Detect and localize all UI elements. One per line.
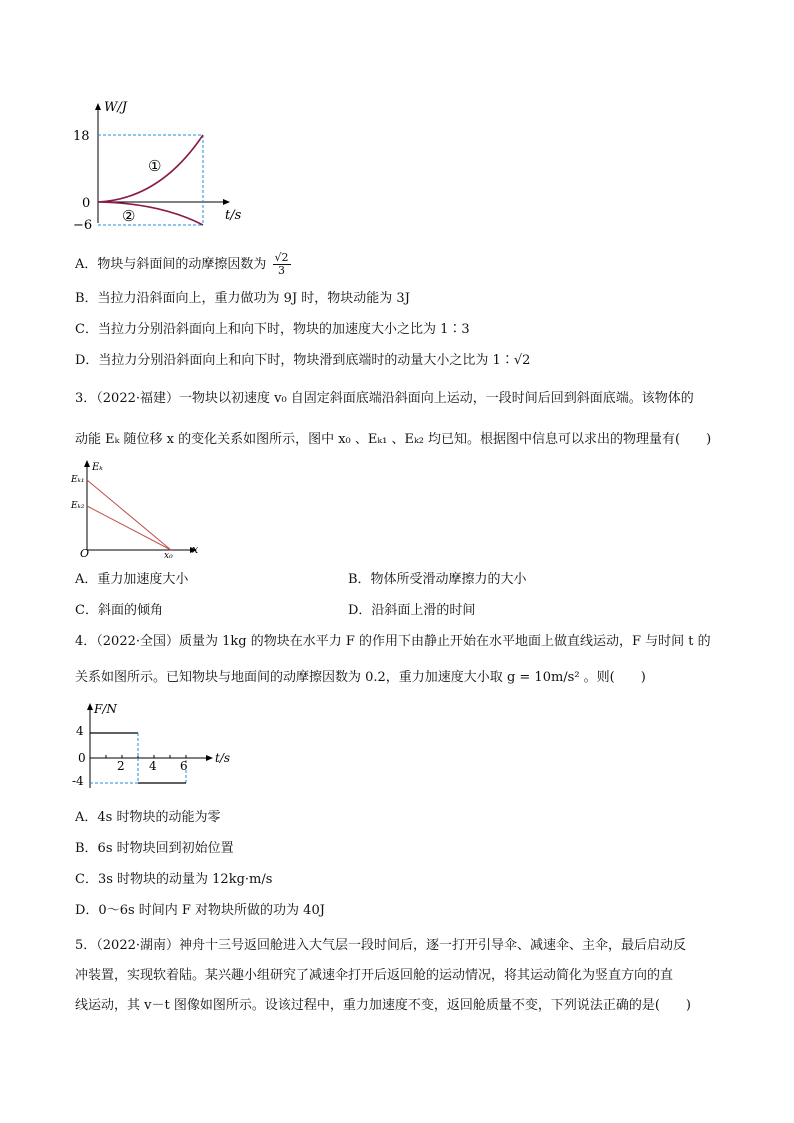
curve-2 xyxy=(98,202,203,225)
y-axis-label: W/J xyxy=(104,100,127,115)
q2-option-c: C．当拉力分别沿斜面向上和向下时，物块的加速度大小之比为 1∶3 xyxy=(75,322,470,337)
f-y-tick-minus4: -4 xyxy=(72,774,84,788)
q5-stem-line3: 线运动，其 v－t 图像如图所示。设该过程中，重力加速度不变，返回舱质量不变，下列说法正确的是( ) xyxy=(75,998,691,1013)
y-tick-minus6: −6 xyxy=(73,218,93,233)
q2-option-b: B．当拉力沿斜面向上，重力做功为 9J 时，物块动能为 3J xyxy=(75,291,410,306)
q4-option-a: A．4s 时物块的动能为零 xyxy=(75,810,221,825)
curve-1-label: ① xyxy=(148,157,162,175)
f-y-arrow xyxy=(87,703,93,710)
force-time-graph xyxy=(72,700,242,790)
q3-option-a: A．重力加速度大小 xyxy=(75,572,189,587)
y-tick-0: 0 xyxy=(82,196,91,211)
f-y-tick-0: 0 xyxy=(78,751,86,765)
q3-stem-line1: 3．（2022·福建）一物块以初速度 v₀ 自固定斜面底端沿斜面向上运动，一段时间后回到斜面底端。该物体的 xyxy=(75,391,694,406)
q3-option-d: D．沿斜面上滑的时间 xyxy=(348,603,476,618)
ek-line-1 xyxy=(87,480,171,550)
q4-stem-line1: 4．（2022·全国）质量为 1kg 的物块在水平力 F 的作用下由静止开始在水平地面上做直线运动，F 与时间 t 的 xyxy=(75,634,711,649)
x-axis-arrow xyxy=(223,199,230,205)
q4-stem-line2: 关系如图所示。已知物块与地面间的动摩擦因数为 0.2，重力加速度大小取 g = 10m/s² 。则( ) xyxy=(75,670,646,685)
ek-tick-2: Eₖ₂ xyxy=(71,501,85,511)
q5-stem-line1: 5．（2022·湖南）神舟十三号返回舱进入大气层一段时间后，逐一打开引导伞、减速伞、主伞，最后启动反 xyxy=(75,938,686,953)
y-axis-arrow xyxy=(95,103,101,110)
q4-option-c: C．3s 时物块的动量为 12kg·m/s xyxy=(75,872,273,887)
ek-y-arrow xyxy=(84,460,90,467)
f-x-label: t/s xyxy=(215,751,231,765)
q4-option-b: B．6s 时物块回到初始位置 xyxy=(75,841,234,856)
f-x-tick-2: 2 xyxy=(117,759,125,773)
q2-option-a: A．物块与斜面间的动摩擦因数为 $\frac{√2}{3}$ xyxy=(75,251,289,277)
f-y-label: F/N xyxy=(94,702,117,716)
ek-x-label: x xyxy=(192,543,199,556)
f-y-tick-4: 4 xyxy=(76,724,84,738)
ek-x0-tick: x₀ xyxy=(164,551,173,560)
ek-line-2 xyxy=(87,506,171,550)
f-x-tick-6: 6 xyxy=(180,759,188,773)
f-x-tick-4: 4 xyxy=(149,759,157,773)
ek-origin: O xyxy=(80,547,90,560)
ek-tick-1: Eₖ₁ xyxy=(71,475,85,485)
kinetic-energy-displacement-graph xyxy=(70,458,210,560)
q4-option-d: D．0～6s 时间内 F 对物块所做的功为 40J xyxy=(75,903,325,918)
x-axis-label: t/s xyxy=(225,208,242,223)
q5-stem-line2: 冲装置，实现软着陆。某兴趣小组研究了减速伞打开后返回舱的运动情况，将其运动简化为竖直方向的直 xyxy=(75,968,674,983)
q2-option-d: D．当拉力分别沿斜面向上和向下时，物块滑到底端时的动量大小之比为 1∶√2 xyxy=(75,353,531,368)
y-tick-18: 18 xyxy=(73,129,90,144)
q3-stem-line2: 动能 Eₖ 随位移 x 的变化关系如图所示，图中 x₀ 、Eₖ₁ 、Eₖ₂ 均已知。根据图中信息可以求出的物理量有( ) xyxy=(75,432,712,447)
f-x-arrow xyxy=(206,755,213,761)
curve-2-label: ② xyxy=(122,207,136,225)
q3-option-b: B．物体所受滑动摩擦力的大小 xyxy=(348,572,527,587)
ek-y-label: Eₖ xyxy=(92,462,103,473)
friction-fraction: $\frac{√2}{3}$ xyxy=(274,251,289,277)
work-time-graph xyxy=(70,95,260,235)
q3-option-c: C．斜面的倾角 xyxy=(75,603,163,618)
